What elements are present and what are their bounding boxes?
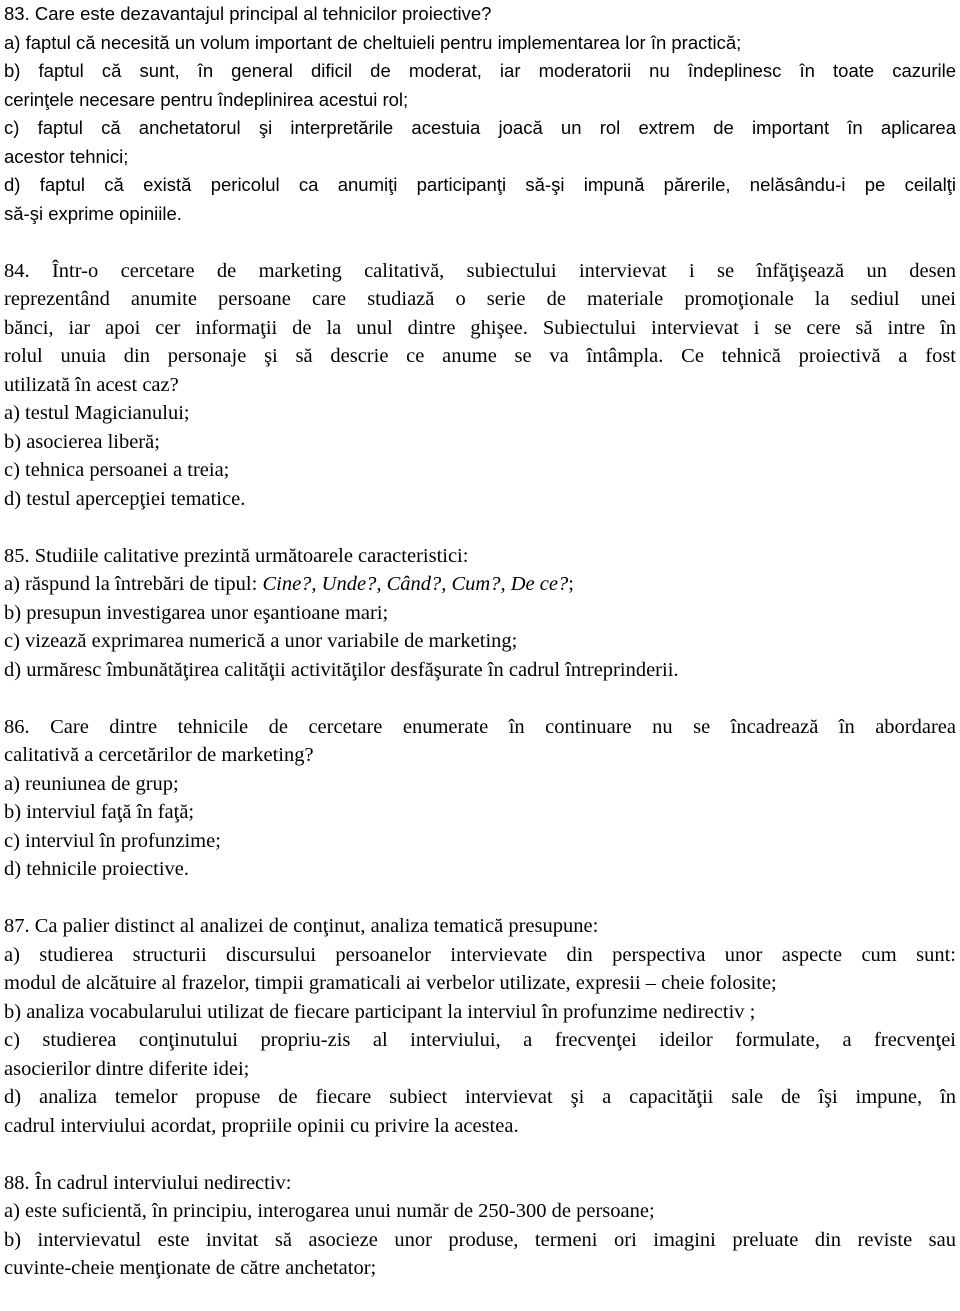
question-85-option-d: d) urmăresc îmbunătăţirea calităţii activităţilor desfăşurate în cadrul întreprinderii. bbox=[4, 658, 679, 681]
question-86-option-a: a) reuniunea de grup; bbox=[4, 772, 179, 795]
question-83-option-b-cont: cerinţele necesare pentru îndeplinirea acestui rol; bbox=[4, 88, 409, 110]
question-84-option-a: a) testul Magicianului; bbox=[4, 402, 190, 424]
question-84-stem-cont-4: utilizată în acest caz? bbox=[4, 373, 179, 396]
question-87-option-d-cont: cadrul interviului acordat, propriile opinii cu privire la acestea. bbox=[4, 1114, 519, 1137]
question-86-stem: 86. Care dintre tehnicile de cercetare enumerate în continuare nu se încadrează în abordarea bbox=[4, 715, 956, 738]
question-86-option-c: c) interviul în profunzime; bbox=[4, 829, 221, 852]
question-83-option-d-cont: să-şi exprime opiniile. bbox=[4, 202, 182, 224]
question-87-option-b: b) analiza vocabularului utilizat de fiecare participant la interviul în profunzime nedirectiv ; bbox=[4, 1000, 756, 1023]
question-88-option-b: b) intervievatul este invitat să asocieze unor produse, termeni ori imagini preluate din reviste sau bbox=[4, 1228, 956, 1251]
question-85-option-a-suffix: ; bbox=[568, 573, 574, 595]
question-83-option-b: b) faptul că sunt, în general dificil de moderat, iar moderatorii nu îndeplinesc în toate cazurile bbox=[4, 60, 956, 81]
question-85-option-c: c) vizează exprimarea numerică a unor variabile de marketing; bbox=[4, 630, 518, 652]
question-88-option-b-cont: cuvinte-cheie menţionate de către anchetator; bbox=[4, 1257, 377, 1279]
question-87-option-a: a) studierea structurii discursului persoanelor intervievate din perspectiva unor aspecte cum sunt: bbox=[4, 943, 956, 966]
question-84 bbox=[4, 257, 956, 514]
question-85 bbox=[4, 542, 956, 685]
question-85-stem: 85. Studiile calitative prezintă următoarele caracteristici: bbox=[4, 544, 469, 567]
question-84-stem-cont-1: reprezentând anumite persoane care studiază o serie de materiale promoţionale la sediul unei bbox=[4, 288, 956, 310]
question-87-option-d: d) analiza temelor propuse de fiecare subiect intervievat şi a capacităţii sale de îşi impune, în bbox=[4, 1086, 956, 1108]
question-84-option-d: d) testul apercepţiei tematice. bbox=[4, 487, 246, 510]
question-88-option-a: a) este suficientă, în principiu, interogarea unui număr de 250-300 de persoane; bbox=[4, 1200, 655, 1222]
document-page bbox=[4, 0, 956, 1311]
question-84-option-c: c) tehnica persoanei a treia; bbox=[4, 459, 230, 481]
question-84-stem-cont-2: bănci, iar apoi cer informaţii de la unul dintre ghişee. Subiectului intervievat i se cere să intre în bbox=[4, 316, 956, 339]
question-86 bbox=[4, 713, 956, 884]
question-86-option-b: b) interviul faţă în faţă; bbox=[4, 801, 195, 823]
question-87-stem: 87. Ca palier distinct al analizei de conţinut, analiza tematică presupune: bbox=[4, 915, 599, 937]
question-83-option-a: a) faptul că necesită un volum important de cheltuieli pentru implementarea lor în practică; bbox=[4, 31, 742, 53]
question-87-option-c-cont: asocierilor dintre diferite idei; bbox=[4, 1057, 250, 1080]
question-86-option-d: d) tehnicile proiective. bbox=[4, 858, 189, 880]
question-85-option-a bbox=[4, 570, 956, 599]
question-84-option-b: b) asocierea liberă; bbox=[4, 430, 160, 453]
question-87-option-a-cont: modul de alcătuire al frazelor, timpii gramaticali ai verbelor utilizate, expresii – cheie folosite; bbox=[4, 972, 777, 994]
question-84-stem-cont-3: rolul unuia din personaje şi să descrie ce anume se va întâmpla. Ce tehnică proiectivă a fost bbox=[4, 345, 956, 367]
question-85-option-b: b) presupun investigarea unor eşantioane mari; bbox=[4, 601, 389, 624]
question-87 bbox=[4, 912, 956, 1140]
question-83-option-d: d) faptul că există pericolul ca anumiţi participanţi să-şi impună părerile, nelăsându-i pe ceilalţi bbox=[4, 174, 956, 195]
question-83 bbox=[4, 0, 956, 228]
question-84-stem: 84. Într-o cercetare de marketing calitativă, subiectului intervievat i se înfăţişează un desen bbox=[4, 259, 956, 282]
question-85-option-a-text: a) răspund la întrebări de tipul: bbox=[4, 573, 263, 595]
question-87-option-c: c) studierea conţinutului propriu-zis al interviului, a frecvenţei ideilor formulate, a frecvenţei bbox=[4, 1029, 956, 1051]
question-83-stem: 83. Care este dezavantajul principal al tehnicilor proiective? bbox=[4, 3, 492, 24]
question-83-option-c-cont: acestor tehnici; bbox=[4, 145, 129, 167]
question-85-option-a-italic: Cine?, Unde?, Când?, Cum?, De ce? bbox=[262, 573, 569, 595]
question-88-stem: 88. În cadrul interviului nedirectiv: bbox=[4, 1171, 292, 1194]
question-86-stem-cont: calitativă a cercetărilor de marketing? bbox=[4, 744, 314, 766]
question-88 bbox=[4, 1169, 956, 1283]
question-83-option-c: c) faptul că anchetatorul şi interpretările acestuia joacă un rol extrem de important în aplicarea bbox=[4, 117, 956, 138]
